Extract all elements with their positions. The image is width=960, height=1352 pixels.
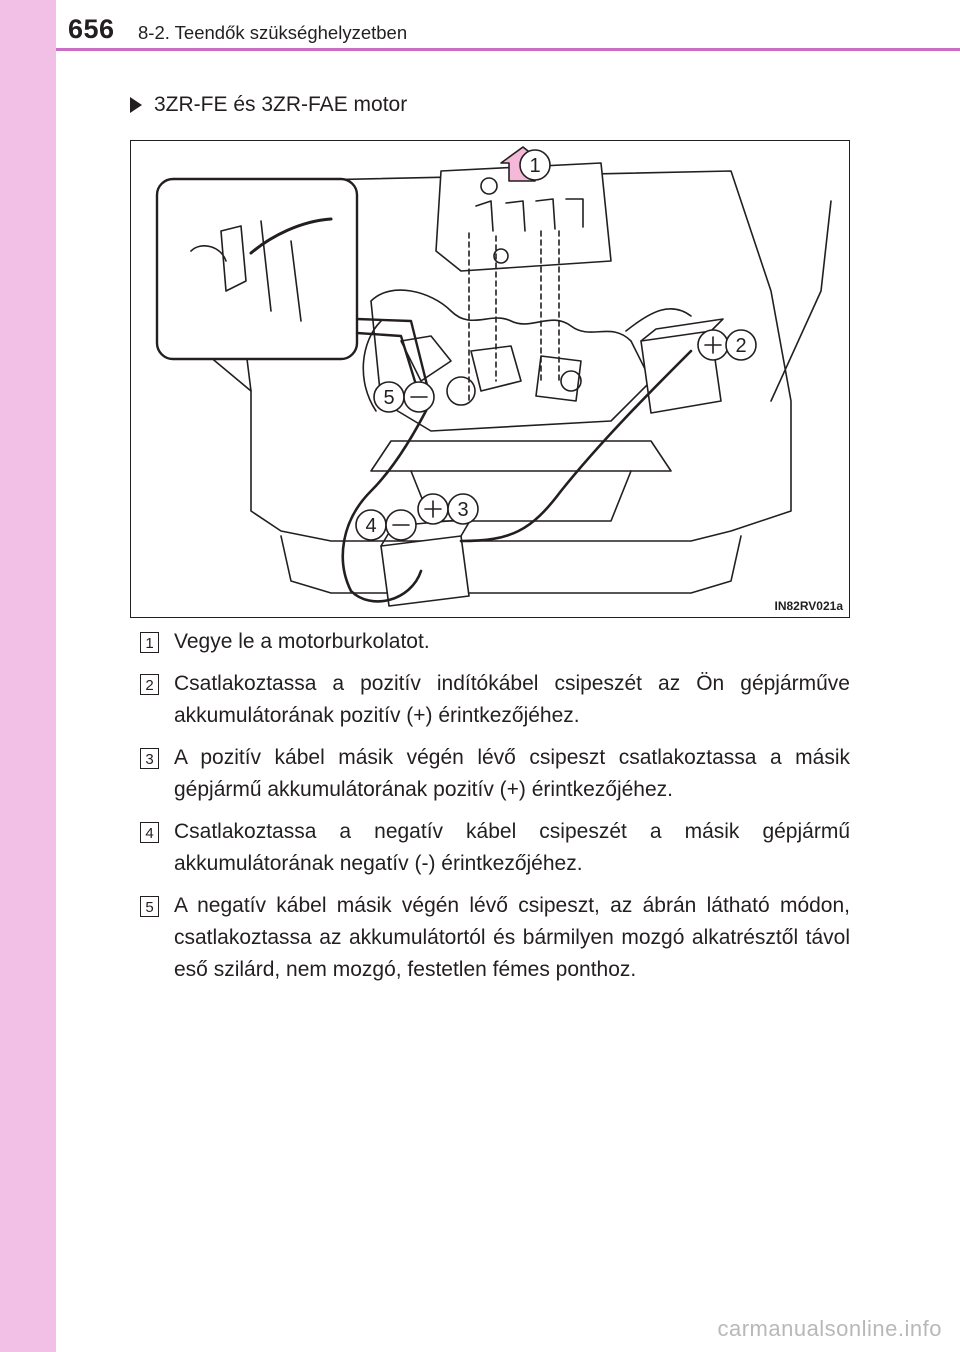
- list-item: [138, 626, 850, 658]
- callout-4-label: 4: [365, 515, 377, 537]
- callout-3-label: 3: [457, 499, 469, 521]
- section-title: 8-2. Teendők szükséghelyzetben: [138, 22, 408, 43]
- step-number: 1: [140, 632, 159, 653]
- figure-code: IN82RV021a: [774, 599, 843, 613]
- step-text: Csatlakoztassa a negatív kábel csipeszét a másik gépjármű akkumulátorának negatív (-) érintkezőjéhez.: [174, 820, 850, 875]
- radiator-grille: [371, 441, 671, 471]
- detail-inset: [157, 179, 357, 359]
- step-number: 3: [140, 748, 159, 769]
- callout-5-label: 5: [383, 387, 395, 409]
- front-bumper: [281, 536, 741, 593]
- step-text: Vegye le a motorburkolatot.: [174, 630, 430, 653]
- steps-list: [138, 626, 850, 996]
- footer-watermark: carmanualsonline.info: [717, 1316, 942, 1341]
- list-item: [138, 668, 850, 732]
- step-text: A pozitív kábel másik végén lévő csipeszt csatlakoztassa a másik gépjármű akkumulátorának pozitív (+) érintkezőjéhez.: [174, 746, 850, 801]
- page-number: 656: [68, 14, 115, 44]
- list-item: [138, 816, 850, 880]
- other-battery: [381, 536, 469, 606]
- header-rule: [56, 48, 960, 51]
- side-band: [0, 0, 56, 1352]
- step-number: 4: [140, 822, 159, 843]
- list-item: [138, 890, 850, 986]
- list-item: [138, 742, 850, 806]
- engine-illustration: [131, 141, 849, 617]
- step-number: 2: [140, 674, 159, 695]
- callout-2-label: 2: [735, 335, 747, 357]
- subheading-text: 3ZR-FE és 3ZR-FAE motor: [154, 93, 408, 116]
- pulley: [447, 377, 475, 405]
- subheading: [130, 93, 407, 117]
- callout-1-label: 1: [529, 155, 541, 177]
- step-text: Csatlakoztassa a pozitív indítókábel csipeszét az Ön gépjárműve akkumulátorának pozitív (+) érintkezőjéhez.: [174, 672, 850, 727]
- triangle-bullet-icon: [130, 97, 142, 113]
- step-text: A negatív kábel másik végén lévő csipeszt, az ábrán látható módon, csatlakoztassa az akkumulátortól és bármilyen mozgó alkatrésztől távol eső szilárd, nem mozgó, festetlen fémes ponthoz.: [174, 894, 850, 981]
- step-number: 5: [140, 896, 159, 917]
- engine-figure: [130, 140, 850, 618]
